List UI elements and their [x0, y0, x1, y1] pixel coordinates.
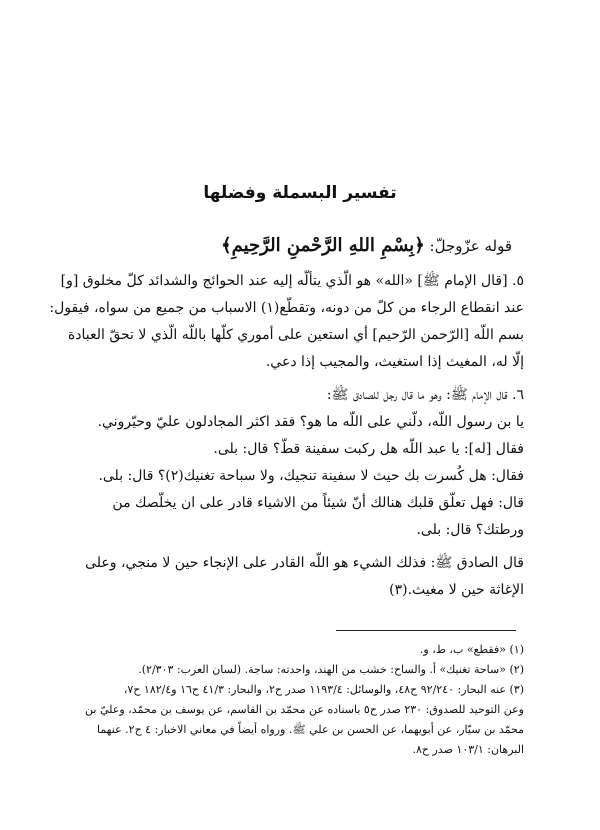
text-line: ورطتك؟ قال: بلى.	[416, 522, 524, 538]
paragraph-conclusion	[84, 550, 524, 604]
footnote-line: (٣) عنه البحار: ٩٢/٢٤٠ ح٤٨، والوسائل: ١١٩٣/٤ صدر ح٢، والبحار: ٤١/٣ ح١٦ و١٨٢/٤ ح٧،	[123, 683, 524, 696]
text-line: بسم اللّه [الرّحمن الرّحيم] أي استعين على أموري كلّها باللّه الّذي لا تحقّ العبادة	[67, 327, 524, 343]
text-line: ٥. [قال الإمام ﷺ] «الله» هو الّذي يتألّه إليه عند الحوائج والشدائد كلّ مخلوق [و]	[60, 273, 524, 289]
footnote-line: محمّد بن سيّار، عن أبويهما، عن الحسن بن علي ﷺ. ورواه أيضاً في معاني الاخبار: ٤ ح٢. عنهما	[96, 723, 524, 736]
text-line: الإغاثة حين لا مغيث.(٣)	[389, 582, 524, 598]
basmala-verse: ﴿بِسْمِ اللهِ الرَّحْمنِ الرَّحِيمِ﴾	[221, 235, 425, 256]
text-line: قال: فهل تعلّق قلبك هنالك أنّ شيئاً من الاشياء قادر على ان يخلّصك من	[112, 495, 524, 511]
footnote-line: (٢) «ساحة تغنيك» أ. والساح: خشب من الهند، واحدته: ساجة. (لسان العرب: ٢/٣٠٣).	[138, 663, 524, 676]
text-line: إلّا له، المغيث إذا استغيث، والمجيب إذا دعي.	[265, 354, 524, 370]
footnote-line: البرهان: ١٠٣/١ صدر ح٨.	[412, 743, 524, 756]
text-line: يا بن رسول اللّه، دلّني على اللّه ما هو؟ فقد اكثر المجادلون عليّ وحيّروني.	[97, 414, 524, 430]
main-text	[49, 268, 524, 604]
footnotes	[84, 640, 524, 760]
verse-lead: قوله عزّوجلّ:	[429, 237, 512, 255]
footnote-divider	[336, 630, 516, 631]
paragraph-6	[84, 382, 524, 544]
text-line: عند انقطاع الرجاء من كلّ من دونه، وتقطّع(١) الاسباب من جميع من سواه، فيقول:	[49, 300, 524, 316]
page-title: تفسير البسملة وفضلها	[203, 183, 397, 203]
verse-intro	[72, 235, 512, 256]
text-line: فقال [له]: يا عبد اللّه هل ركبت سفينة قطّ؟ قال: بلى.	[213, 441, 524, 457]
text-line: قال الصادق ﷺ: فذلك الشيء هو اللّه القادر على الإنجاء حين لا منجي، وعلى	[85, 555, 524, 571]
footnote-line: وعن التوحيد للصدوق: ٢٣٠ صدر ح٥ باسناده عن محمّد بن القاسم، عن يوسف بن محمّد، وعليّ بن	[85, 703, 524, 716]
text-line: فقال: هل كُسرت بك حيث لا سفينة تنجيك، ولا سباحة تغنيك(٢)؟ قال: بلى.	[98, 468, 524, 484]
footnote-line: (١) «فقطع» ب، ط، و.	[419, 643, 524, 656]
text-line: ٦. قال الإمام ﷺ: وهو ما قال رجل للصادق ﷺ:	[326, 387, 524, 403]
paragraph-5	[49, 268, 524, 376]
